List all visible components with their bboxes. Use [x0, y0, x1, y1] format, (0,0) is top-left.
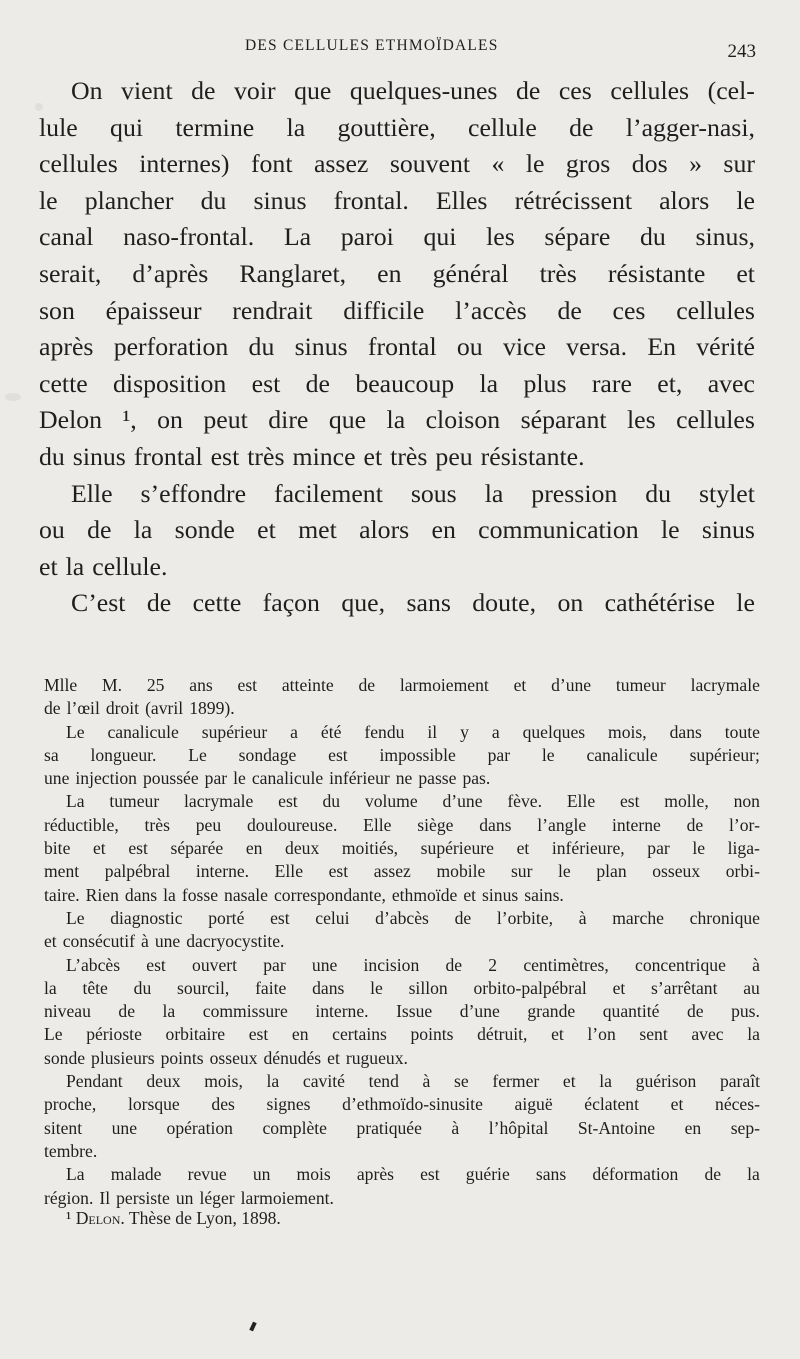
ink-mark: [249, 1322, 256, 1332]
case-note-line: et consécutif à une dacryocystite.: [44, 931, 285, 952]
main-text: [39, 73, 755, 622]
case-note-line: Mlle M. 25 ans est atteinte de larmoiement et d’une tumeur lacrymale: [44, 675, 760, 695]
case-note-line: réductible, très peu douloureuse. Elle siège dans l’angle interne de l’or-: [44, 814, 760, 835]
case-note-line: bite et est séparée en deux moitiés, supérieure et inférieure, par le liga-: [44, 838, 760, 859]
body-line: ou de la sonde et met alors en communication le sinus: [39, 515, 755, 545]
footnote-marker: ¹: [66, 1208, 72, 1228]
body-line: Elle s’effondre facilement sous la pression du stylet: [71, 478, 755, 508]
body-line: On vient de voir que quelques-unes de ces cellules (cel-: [71, 76, 755, 105]
case-note-line: niveau de la commissure interne. Issue d’une grande quantité de pus.: [44, 1001, 760, 1022]
case-note-line: tembre.: [44, 1140, 98, 1161]
case-note-line: L’abcès est ouvert par une incision de 2 centimètres, concentrique à: [66, 954, 760, 975]
footnote-author: Delon: [75, 1208, 121, 1228]
case-note-line: sa longueur. Le sondage est impossible par le canalicule supérieur;: [44, 744, 760, 765]
case-note: [44, 674, 760, 1210]
body-line: serait, d’après Ranglaret, en général très résistante et: [39, 258, 755, 288]
body-line: le plancher du sinus frontal. Elles rétrécissent alors le: [39, 185, 755, 215]
footnote-reference: [66, 1207, 281, 1230]
body-line: cette disposition est de beaucoup la plus rare et, avec: [39, 368, 755, 398]
case-note-line: taire. Rien dans la fosse nasale correspondante, ethmoïde et sinus sains.: [44, 884, 564, 905]
paper-smudge: [5, 393, 21, 401]
case-note-line: Le diagnostic porté est celui d’abcès de l’orbite, à marche chronique: [66, 907, 760, 928]
body-line: du sinus frontal est très mince et très peu résistante.: [39, 441, 585, 471]
body-line: lule qui termine la gouttière, cellule de l’agger-nasi,: [39, 112, 755, 142]
case-note-line: sonde plusieurs points osseux dénudés et rugueux.: [44, 1047, 408, 1068]
body-line: cellules internes) font assez souvent « le gros dos » sur: [39, 149, 755, 179]
footnote-text: . Thèse de Lyon, 1898.: [120, 1208, 281, 1228]
case-note-line: la tête du sourcil, faite dans le sillon orbito-palpébral et s’arrêtant au: [44, 977, 760, 998]
running-title: DES CELLULES ETHMOÏDALES: [245, 37, 499, 54]
case-note-line: de l’œil droit (avril 1899).: [44, 698, 235, 719]
body-line: C’est de cette façon que, sans doute, on cathétérise le: [71, 588, 755, 618]
case-note-line: ment palpébral interne. Elle est assez mobile sur le plan osseux orbi-: [44, 861, 760, 882]
case-note-line: Le canalicule supérieur a été fendu il y a quelques mois, dans toute: [66, 721, 760, 742]
case-note-line: proche, lorsque des signes d’ethmoïdo-sinusite aiguë éclatent et néces-: [44, 1094, 760, 1115]
body-line: canal naso-frontal. La paroi qui les sépare du sinus,: [39, 222, 755, 252]
body-line: après perforation du sinus frontal ou vice versa. En vérité: [39, 332, 755, 362]
case-note-line: Pendant deux mois, la cavité tend à se fermer et la guérison paraît: [66, 1071, 760, 1092]
body-line: et la cellule.: [39, 551, 168, 581]
case-note-line: Le périoste orbitaire est en certains points détruit, et l’on sent avec la: [44, 1024, 760, 1045]
case-note-line: une injection poussée par le canalicule inférieur ne passe pas.: [44, 768, 491, 789]
case-note-line: La tumeur lacrymale est du volume d’une fève. Elle est molle, non: [66, 791, 760, 812]
page-number: 243: [727, 41, 756, 62]
case-note-line: sitent une opération complète pratiquée à l’hôpital St-Antoine en sep-: [44, 1117, 760, 1138]
case-note-line: La malade revue un mois après est guérie sans déformation de la: [66, 1164, 760, 1185]
case-note-line: région. Il persiste un léger larmoiement.: [44, 1187, 334, 1208]
body-line: Delon ¹, on peut dire que la cloison séparant les cellules: [39, 405, 755, 435]
body-line: son épaisseur rendrait difficile l’accès de ces cellules: [39, 295, 755, 325]
